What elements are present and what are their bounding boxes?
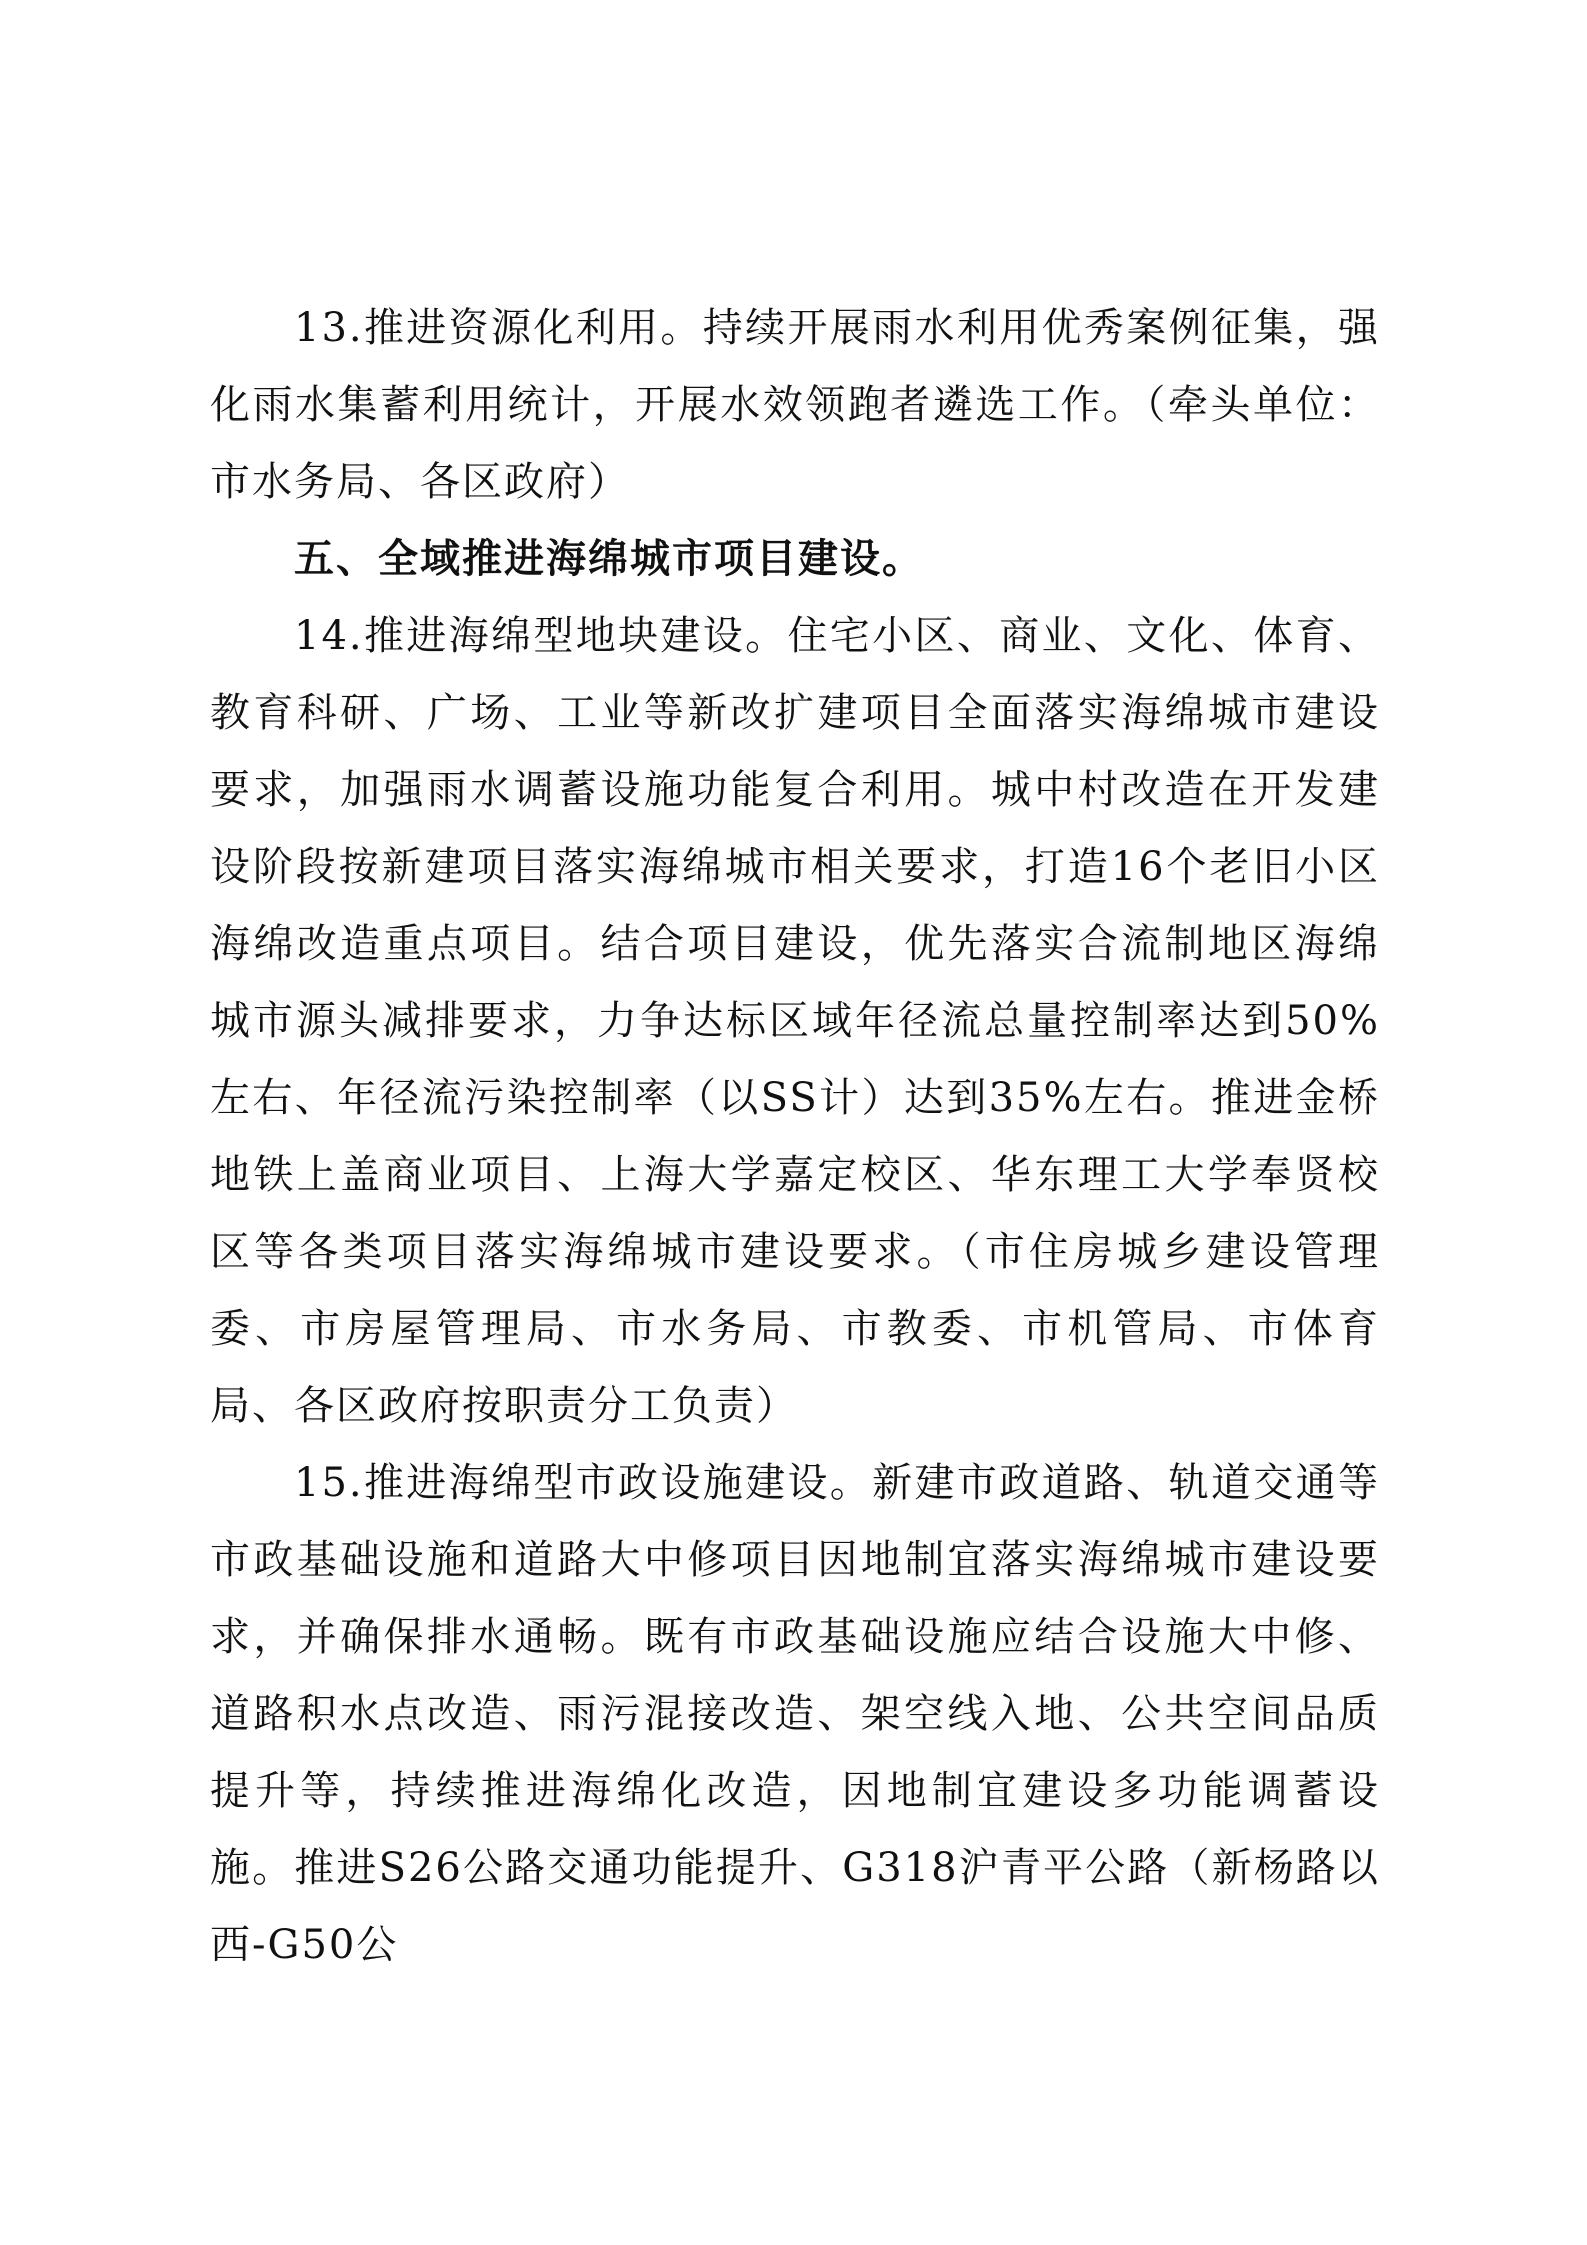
paragraph-15: 15.推进海绵型市政设施建设。新建市政道路、轨道交通等市政基础设施和道路大中修项目因地制宜落实海绵城市建设要求，并确保排水通畅。既有市政基础设施应结合设施大中修、道路积水点改造、雨污混接改造、架空线入地、公共空间品质提升等，持续推进海绵化改造，因地制宜建设多功能调蓄设施。推进S26公路交通功能提升、G318沪青平公路（新杨路以西-G50公 xyxy=(210,1460,1380,1968)
section-heading-5: 五、全域推进海绵城市项目建设。 xyxy=(294,536,924,582)
paragraph-14: 14.推进海绵型地块建设。住宅小区、商业、文化、体育、教育科研、广场、工业等新改扩建项目全面落实海绵城市建设要求，加强雨水调蓄设施功能复合利用。城中村改造在开发建设阶段按新建项目落实海绵城市相关要求，打造16个老旧小区海绵改造重点项目。结合项目建设，优先落实合流制地区海绵城市源头减排要求，力争达标区域年径流总量控制率达到50%左右、年径流污染控制率（以SS计）达到35%左右。推进金桥地铁上盖商业项目、上海大学嘉定校区、华东理工大学奉贤校区等各类项目落实海绵城市建设要求。（市住房城乡建设管理委、市房屋管理局、市水务局、市教委、市机管局、市体育局、各区政府按职责分工负责） xyxy=(210,613,1380,1429)
paragraph-13: 13.推进资源化利用。持续开展雨水利用优秀案例征集，强化雨水集蓄利用统计，开展水效领跑者遴选工作。（牵头单位：市水务局、各区政府） xyxy=(210,305,1380,505)
document-page xyxy=(210,290,1380,1984)
